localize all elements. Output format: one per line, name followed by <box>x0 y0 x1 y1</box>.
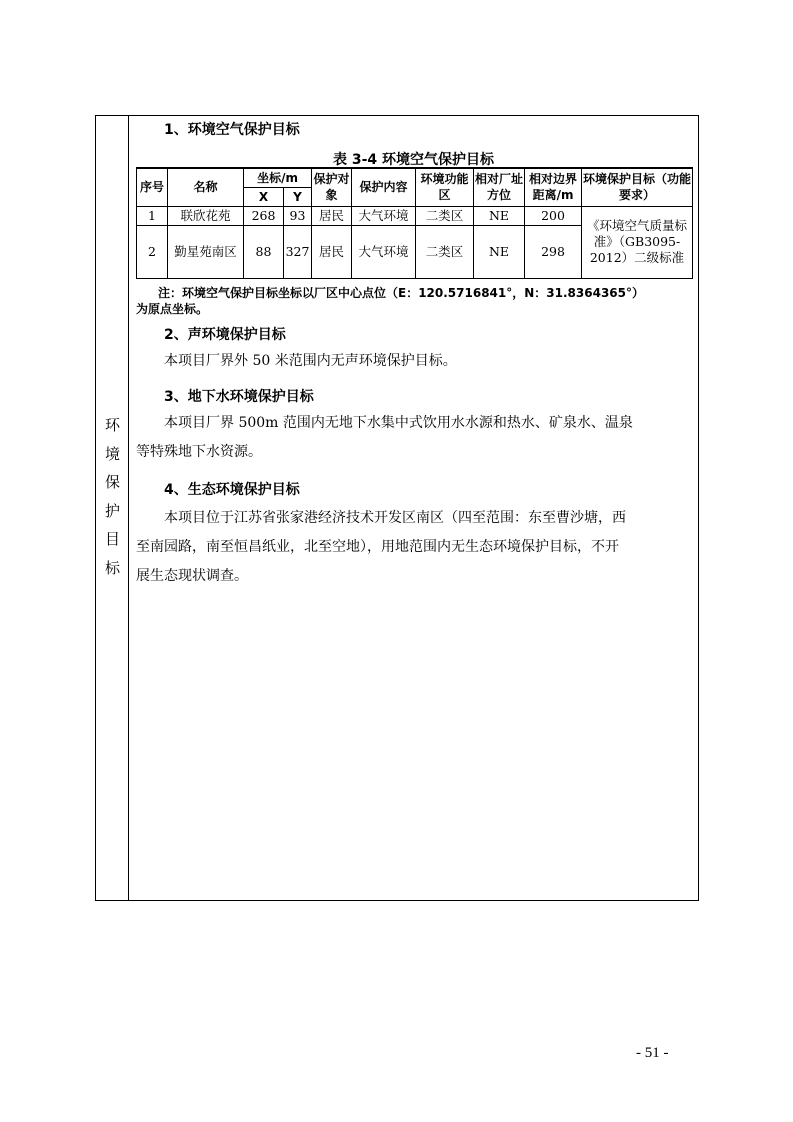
cell-name: 勤星苑南区 <box>168 225 244 278</box>
header-seq: 序号 <box>137 168 168 206</box>
section-3-line-1: 本项目厂界 500m 范围内无地下水集中式饮用水水源和热水、矿泉水、温泉 <box>164 415 633 431</box>
section-4-line-3: 展生态现状调查。 <box>136 568 248 584</box>
table-header-row <box>137 168 693 187</box>
cell-zone: 二类区 <box>416 206 474 225</box>
header-name: 名称 <box>168 168 244 206</box>
cell-content: 大气环境 <box>352 225 416 278</box>
cell-content: 大气环境 <box>352 206 416 225</box>
cell-direction: NE <box>474 206 525 225</box>
note-line-2: 为原点坐标。 <box>136 302 209 316</box>
cell-x: 268 <box>244 206 284 225</box>
section-2-heading: 2、声环境保护目标 <box>164 327 286 343</box>
header-coord: 坐标/m <box>244 168 312 187</box>
header-zone: 环境功能区 <box>416 168 474 206</box>
content-area <box>132 116 695 900</box>
side-char: 目 <box>104 530 120 548</box>
side-char: 环 <box>104 416 120 434</box>
cell-zone: 二类区 <box>416 225 474 278</box>
section-2-text: 本项目厂界外 50 米范围内无声环境保护目标。 <box>164 353 457 369</box>
table-note <box>136 285 692 317</box>
header-standard: 环境保护目标（功能要求） <box>582 168 693 206</box>
section-4-heading: 4、生态环境保护目标 <box>164 482 300 498</box>
header-object: 保护对象 <box>312 168 352 206</box>
cell-object: 居民 <box>312 206 352 225</box>
side-char: 护 <box>104 501 120 520</box>
header-distance: 相对边界距离/m <box>525 168 582 206</box>
table-row <box>137 206 693 225</box>
header-y: Y <box>284 187 312 206</box>
cell-seq: 1 <box>137 206 168 225</box>
section-3-heading: 3、地下水环境保护目标 <box>164 389 314 405</box>
air-protection-table <box>136 167 693 279</box>
side-label <box>96 411 129 582</box>
cell-standard: 《环境空气质量标准》（GB3095-2012）二级标准 <box>582 206 693 278</box>
header-content: 保护内容 <box>352 168 416 206</box>
cell-distance: 298 <box>525 225 582 278</box>
cell-y: 327 <box>284 225 312 278</box>
side-column <box>96 116 129 900</box>
cell-object: 居民 <box>312 225 352 278</box>
section-4-line-2: 至南园路，南至恒昌纸业，北至空地），用地范围内无生态环境保护目标，不开 <box>136 539 619 555</box>
section-1-heading: 1、环境空气保护目标 <box>164 122 300 138</box>
cell-y: 93 <box>284 206 312 225</box>
cell-name: 联欣花苑 <box>168 206 244 225</box>
header-direction: 相对厂址方位 <box>474 168 525 206</box>
document-frame <box>95 115 699 901</box>
page-number: - 51 - <box>636 1045 669 1061</box>
header-x: X <box>244 187 284 206</box>
cell-x: 88 <box>244 225 284 278</box>
section-4-line-1: 本项目位于江苏省张家港经济技术开发区南区（四至范围：东至曹沙塘，西 <box>164 510 626 526</box>
cell-direction: NE <box>474 225 525 278</box>
side-char: 保 <box>104 473 120 491</box>
table-caption: 表 3-4 环境空气保护目标 <box>332 152 495 168</box>
cell-seq: 2 <box>137 225 168 278</box>
side-char: 标 <box>104 558 120 577</box>
note-line-1: 注：环境空气保护目标坐标以厂区中心点位（E：120.5716841°，N：31.8364365°） <box>158 286 645 300</box>
section-3-line-2: 等特殊地下水资源。 <box>136 444 262 460</box>
cell-distance: 200 <box>525 206 582 225</box>
side-char: 境 <box>104 444 120 463</box>
